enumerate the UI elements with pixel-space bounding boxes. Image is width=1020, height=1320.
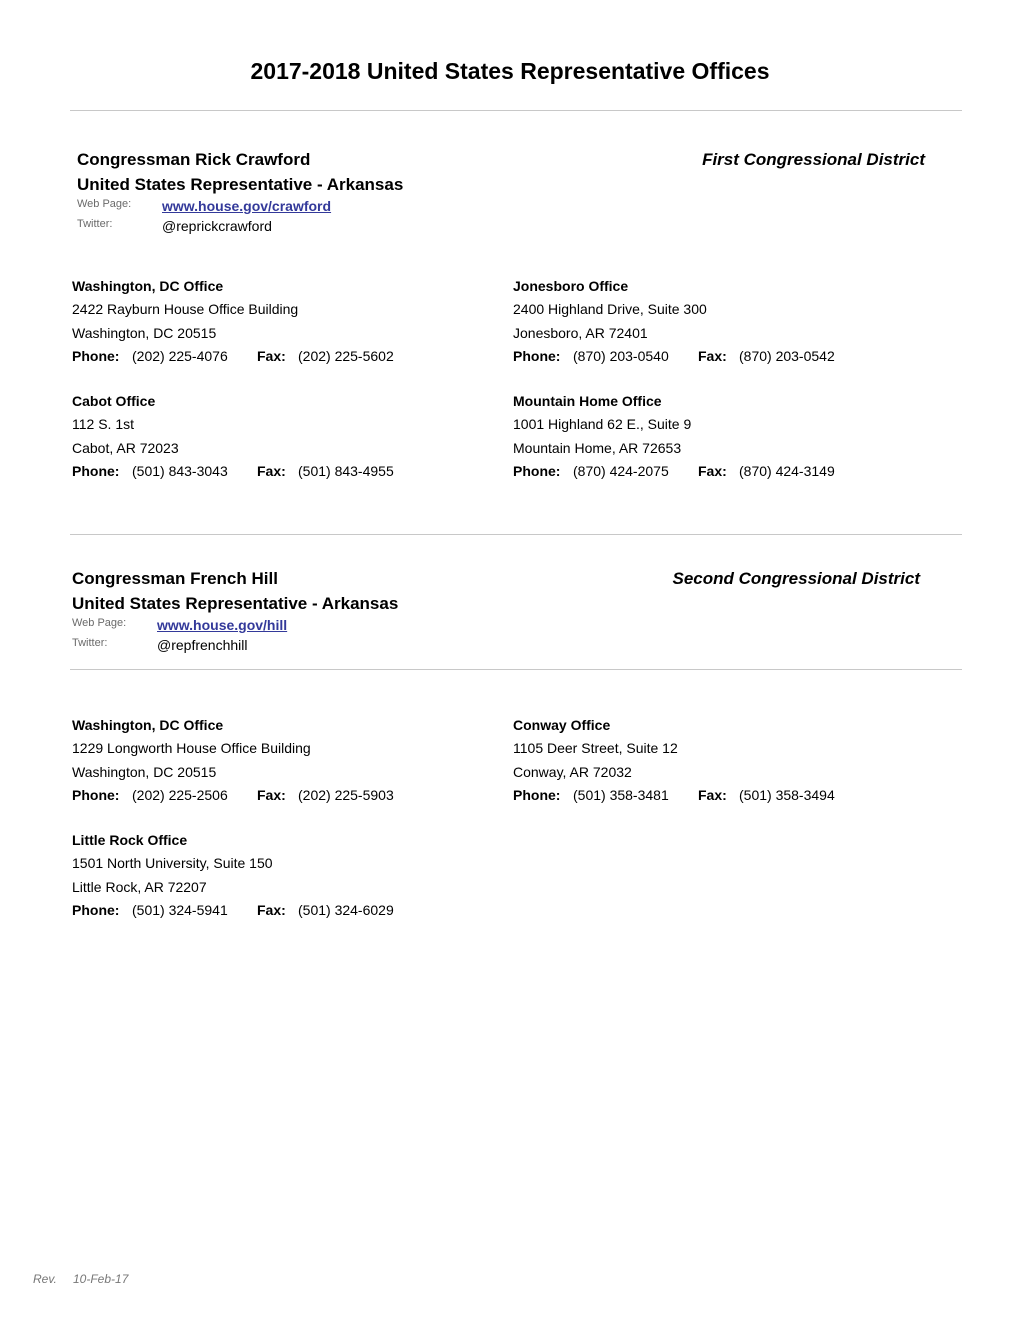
fax-label: Fax:	[257, 462, 286, 479]
office-contact	[72, 460, 492, 483]
office-card	[513, 275, 933, 368]
rep-district: Second Congressional District	[672, 569, 920, 588]
office-card	[513, 714, 933, 807]
phone-label: Phone:	[513, 347, 561, 364]
fax-label: Fax:	[257, 786, 286, 803]
office-address-line1: 1001 Highland 62 E., Suite 9	[513, 416, 692, 433]
twitter-label: Twitter:	[72, 637, 108, 649]
office-contact	[513, 460, 933, 483]
fax-label: Fax:	[257, 347, 286, 364]
phone-label: Phone:	[513, 462, 561, 479]
office-name: Cabot Office	[72, 393, 156, 409]
office-address-line2: Washington, DC 20515	[72, 763, 217, 780]
phone-label: Phone:	[72, 347, 120, 364]
office-contact	[513, 345, 933, 368]
office-contact	[513, 784, 933, 807]
office-card	[513, 390, 933, 483]
page-title: 2017-2018 United States Representative Offices	[250, 58, 770, 84]
rep-district: First Congressional District	[702, 150, 925, 169]
phone-label: Phone:	[72, 462, 120, 479]
phone-number: (501) 843-3043	[132, 462, 228, 479]
office-card	[72, 275, 492, 368]
phone-number: (870) 424-2075	[573, 462, 669, 479]
web-page-label: Web Page:	[77, 198, 132, 210]
office-address-line1: 2422 Rayburn House Office Building	[72, 301, 299, 318]
office-address-line1: 2400 Highland Drive, Suite 300	[513, 301, 707, 318]
fax-number: (501) 324-6029	[298, 901, 394, 918]
phone-label: Phone:	[72, 901, 120, 918]
office-address-line2: Jonesboro, AR 72401	[513, 324, 648, 341]
divider	[70, 110, 962, 111]
phone-label: Phone:	[72, 786, 120, 803]
office-address-line2: Little Rock, AR 72207	[72, 878, 207, 895]
rep-name: Congressman French Hill	[72, 569, 278, 588]
rep-role: United States Representative - Arkansas	[77, 175, 404, 194]
divider	[70, 669, 962, 670]
phone-label: Phone:	[513, 786, 561, 803]
web-page-label: Web Page:	[72, 617, 127, 629]
fax-number: (870) 424-3149	[739, 462, 835, 479]
office-card	[72, 390, 492, 483]
twitter-handle: @repfrenchhill	[157, 637, 248, 653]
office-address-line2: Conway, AR 72032	[513, 763, 632, 780]
fax-number: (501) 358-3494	[739, 786, 835, 803]
office-contact	[72, 345, 492, 368]
office-name: Jonesboro Office	[513, 278, 629, 294]
office-address-line2: Cabot, AR 72023	[72, 439, 179, 456]
rep-name: Congressman Rick Crawford	[77, 150, 311, 169]
twitter-label: Twitter:	[77, 218, 113, 230]
office-address-line1: 1105 Deer Street, Suite 12	[513, 740, 678, 757]
office-card	[72, 829, 492, 922]
fax-label: Fax:	[698, 347, 727, 364]
office-name: Conway Office	[513, 717, 611, 733]
revision-footer	[33, 1272, 128, 1286]
office-card	[72, 714, 492, 807]
fax-label: Fax:	[698, 462, 727, 479]
fax-number: (202) 225-5602	[298, 347, 394, 364]
web-page-link[interactable]: www.house.gov/hill	[157, 617, 288, 633]
divider	[70, 534, 962, 535]
web-page-link[interactable]: www.house.gov/crawford	[162, 198, 332, 214]
office-address-line1: 1501 North University, Suite 150	[72, 855, 273, 872]
fax-label: Fax:	[257, 901, 286, 918]
office-name: Washington, DC Office	[72, 717, 224, 733]
office-address-line1: 112 S. 1st	[72, 416, 135, 433]
twitter-handle: @reprickcrawford	[162, 218, 272, 234]
phone-number: (202) 225-4076	[132, 347, 228, 364]
office-contact	[72, 899, 492, 922]
revision-label: Rev.	[33, 1272, 57, 1286]
office-address-line2: Mountain Home, AR 72653	[513, 439, 682, 456]
revision-date: 10-Feb-17	[73, 1272, 129, 1286]
fax-number: (870) 203-0542	[739, 347, 835, 364]
office-address-line2: Washington, DC 20515	[72, 324, 217, 341]
office-name: Washington, DC Office	[72, 278, 224, 294]
office-contact	[72, 784, 492, 807]
office-name: Mountain Home Office	[513, 393, 662, 409]
phone-number: (202) 225-2506	[132, 786, 228, 803]
office-address-line1: 1229 Longworth House Office Building	[72, 740, 311, 757]
fax-label: Fax:	[698, 786, 727, 803]
rep-role: United States Representative - Arkansas	[72, 594, 399, 613]
fax-number: (202) 225-5903	[298, 786, 394, 803]
phone-number: (501) 324-5941	[132, 901, 228, 918]
phone-number: (501) 358-3481	[573, 786, 669, 803]
office-name: Little Rock Office	[72, 832, 188, 848]
fax-number: (501) 843-4955	[298, 462, 394, 479]
phone-number: (870) 203-0540	[573, 347, 669, 364]
